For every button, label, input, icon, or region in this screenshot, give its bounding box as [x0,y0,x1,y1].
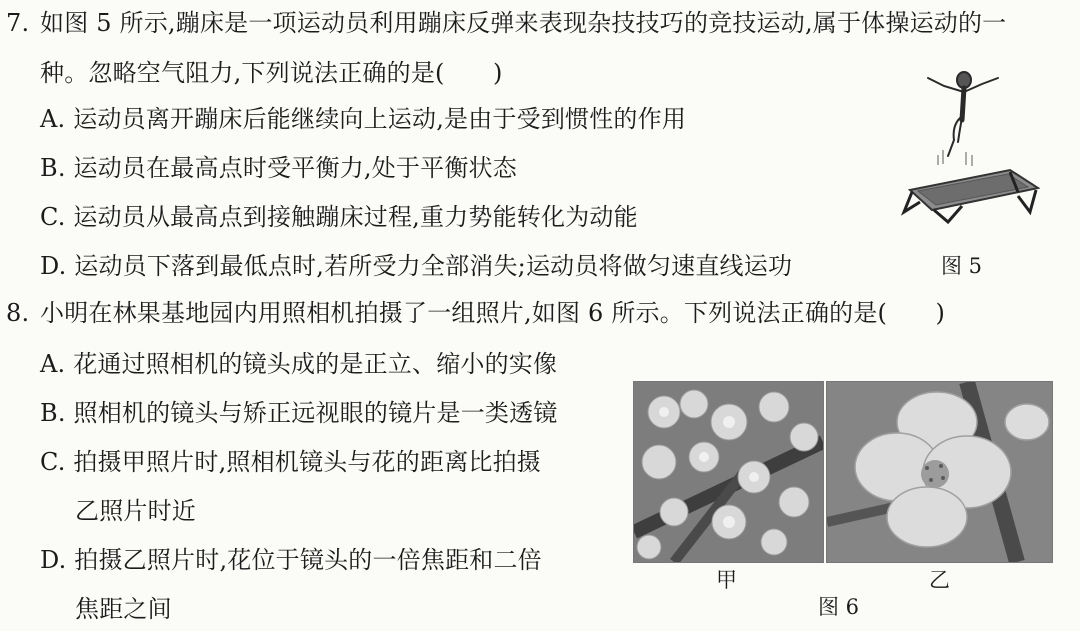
q7-option-b: B. 运动员在最高点时受平衡力,处于平衡状态 [40,154,517,182]
q8-option-b: B. 照相机的镜头与矫正远视眼的镜片是一类透镜 [40,399,558,427]
blossom-photo-far [634,382,823,562]
q8-option-c-continued: 乙照片时近 [75,497,196,525]
q8-option-a: A. 花通过照相机的镜头成的是正立、缩小的实像 [40,350,558,378]
q8-option-d: D. 拍摄乙照片时,花位于镜头的一倍焦距和二倍 [40,546,542,574]
blossom-photo-close [827,382,1052,562]
q8-stem-text: 小明在林果基地园内用照相机拍摄了一组照片,如图 6 所示。下列说法正确的是( ) [40,299,946,327]
photo-yi-label: 乙 [929,568,950,592]
q8-stem-line1 [6,298,945,328]
photo-yi [826,381,1053,563]
figure-5-caption: 图 5 [941,254,983,278]
q8-number: 8. [6,299,30,327]
trampoline-illustration [890,60,1040,235]
q8-option-c: C. 拍摄甲照片时,照相机镜头与花的距离比拍摄 [40,448,541,476]
photo-jia-label: 甲 [716,568,737,592]
photo-jia [633,381,824,563]
q7-option-a: A. 运动员离开蹦床后能继续向上运动,是由于受到惯性的作用 [40,105,687,133]
figure-6-caption: 图 6 [818,595,860,619]
q7-number: 7. [6,9,30,37]
q7-stem-line1 [6,8,1006,38]
q7-option-d: D. 运动员下落到最低点时,若所受力全部消失;运动员将做匀速直线运功 [40,252,793,280]
trampoline-figure [890,60,1040,235]
q8-option-d-continued: 焦距之间 [75,595,172,623]
q7-stem-text-1: 如图 5 所示,蹦床是一项运动员利用蹦床反弹来表现杂技技巧的竞技运动,属于体操运动的一 [40,9,1007,37]
q7-option-c: C. 运动员从最高点到接触蹦床过程,重力势能转化为动能 [40,203,638,231]
q7-stem-line2: 种。忽略空气阻力,下列说法正确的是( ) [40,59,503,87]
